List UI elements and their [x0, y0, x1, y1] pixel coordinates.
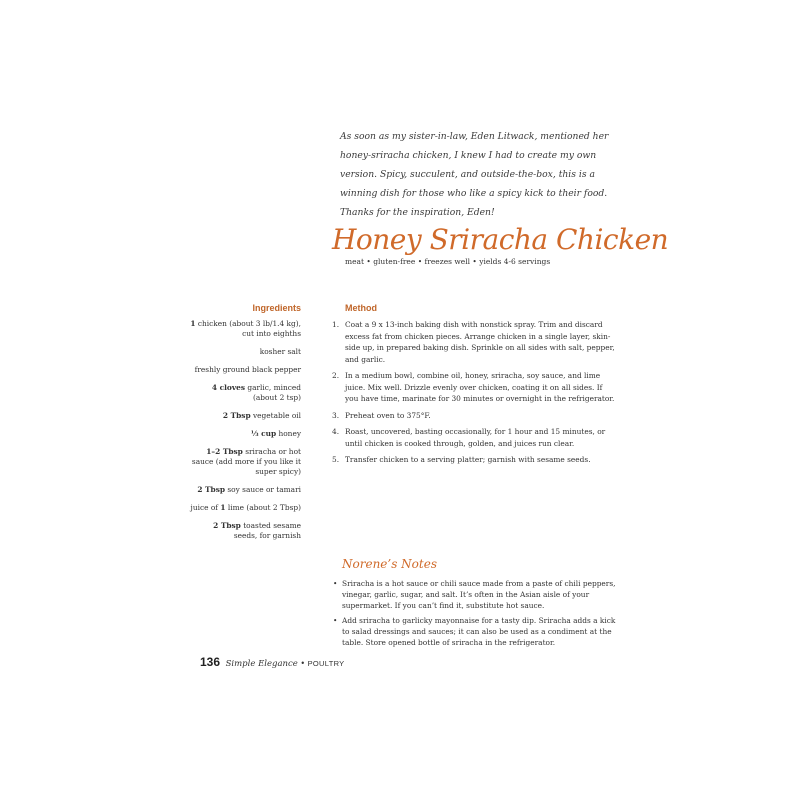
method-step — [332, 454, 617, 466]
footer-separator: • — [297, 659, 308, 668]
ingredient-item — [190, 383, 301, 403]
ingredient-item — [190, 429, 301, 439]
step-number: 2. — [332, 371, 340, 380]
ingredient-quantity: 2 Tbsp — [222, 411, 251, 420]
ingredient-text: toasted sesame seeds, for garnish — [233, 521, 301, 540]
ingredient-quantity: 4 cloves — [211, 383, 246, 392]
notes-list — [332, 578, 617, 652]
ingredient-item — [190, 521, 301, 541]
step-text: Preheat oven to 375°F. — [345, 410, 431, 420]
notes-heading: Norene’s Notes — [342, 557, 437, 571]
ingredient-text: soy sauce or tamari — [225, 485, 301, 494]
ingredient-text: honey — [276, 429, 301, 438]
method-step — [332, 370, 617, 405]
ingredient-item — [190, 319, 301, 339]
ingredient-item — [190, 365, 301, 375]
ingredient-text: sriracha or hot sauce (add more if you like it super spicy) — [191, 447, 301, 476]
ingredient-quantity: 2 Tbsp — [197, 485, 226, 494]
note-text: Add sriracha to garlicky mayonnaise for a tasty dip. Sriracha adds a kick to salad dressings and sauces; it can also be used as a condiment at the table. Store opened bottle of sriracha in the refrigerator. — [342, 616, 616, 647]
step-text: Transfer chicken to a serving platter; garnish with sesame seeds. — [345, 455, 591, 464]
bullet-icon: • — [333, 579, 338, 588]
ingredients-heading: Ingredients — [252, 303, 301, 313]
ingredient-text: vegetable oil — [250, 411, 301, 420]
ingredients-list — [190, 319, 301, 549]
note-item — [332, 578, 617, 611]
ingredient-prefix: juice of — [190, 503, 221, 512]
method-heading: Method — [345, 303, 377, 313]
ingredient-text: chicken (about 3 lb/1.4 kg), cut into eighths — [195, 319, 301, 338]
ingredient-text: lime (about 2 Tbsp) — [225, 503, 301, 512]
step-text: Roast, uncovered, basting occasionally, for 1 hour and 15 minutes, or until chicken is cooked through, golden, and juices run clear. — [345, 427, 606, 448]
ingredient-item — [190, 485, 301, 495]
ingredient-text: freshly ground black pepper — [194, 365, 301, 374]
step-text: Coat a 9 x 13-inch baking dish with nonstick spray. Trim and discard excess fat from chicken pieces. Arrange chicken in a single layer, skin-side up, in prepared baking dish. Sprinkle on all sides with salt, pepper, and garlic. — [345, 320, 615, 364]
note-text: Sriracha is a hot sauce or chili sauce made from a paste of chili peppers, vinegar, garlic, sugar, and salt. It’s often in the Asian aisle of your supermarket. If you can’t find it, substitute hot sauce. — [342, 579, 616, 610]
note-item — [332, 615, 617, 648]
ingredient-text: kosher salt — [259, 347, 301, 356]
ingredient-quantity: 1–2 Tbsp — [206, 447, 243, 456]
step-number: 3. — [332, 410, 340, 420]
book-title: Simple Elegance — [225, 659, 298, 669]
recipe-title: Honey Sriracha Chicken — [332, 223, 669, 256]
ingredient-item — [190, 411, 301, 421]
method-step — [332, 410, 617, 422]
bullet-icon: • — [333, 616, 338, 625]
ingredient-quantity: ⅓ cup — [250, 429, 277, 438]
ingredient-quantity: 1 — [190, 319, 196, 328]
method-list — [332, 319, 617, 471]
ingredient-item — [190, 503, 301, 513]
ingredient-quantity: 2 Tbsp — [213, 521, 241, 530]
page-footer — [200, 655, 344, 669]
ingredient-item — [190, 347, 301, 357]
method-step — [332, 319, 617, 365]
step-number: 5. — [332, 455, 340, 464]
section-name: POULTRY — [307, 659, 345, 668]
step-number: 1. — [332, 320, 340, 329]
step-text: In a medium bowl, combine oil, honey, sriracha, soy sauce, and lime juice. Mix well. Drizzle evenly over chicken, coating it on all sides. If you have time, marinate for 30 minutes or overnight in the refrigerator. — [345, 371, 615, 403]
recipe-tags: meat • gluten-free • freezes well • yields 4-6 servings — [345, 257, 551, 266]
method-step — [332, 426, 617, 449]
ingredient-quantity: 1 — [220, 503, 226, 512]
ingredient-item — [190, 447, 301, 477]
ingredient-text: garlic, minced (about 2 tsp) — [245, 383, 301, 402]
page-number: 136 — [200, 655, 221, 669]
intro-paragraph: As soon as my sister-in-law, Eden Litwack, mentioned her honey-sriracha chicken, I knew I had to create my own version. Spicy, succulent, and outside-the-box, this is a winning dish for those who like a spicy kick to their food. Thanks for the inspiration, Eden! — [340, 131, 609, 218]
step-number: 4. — [332, 427, 340, 436]
